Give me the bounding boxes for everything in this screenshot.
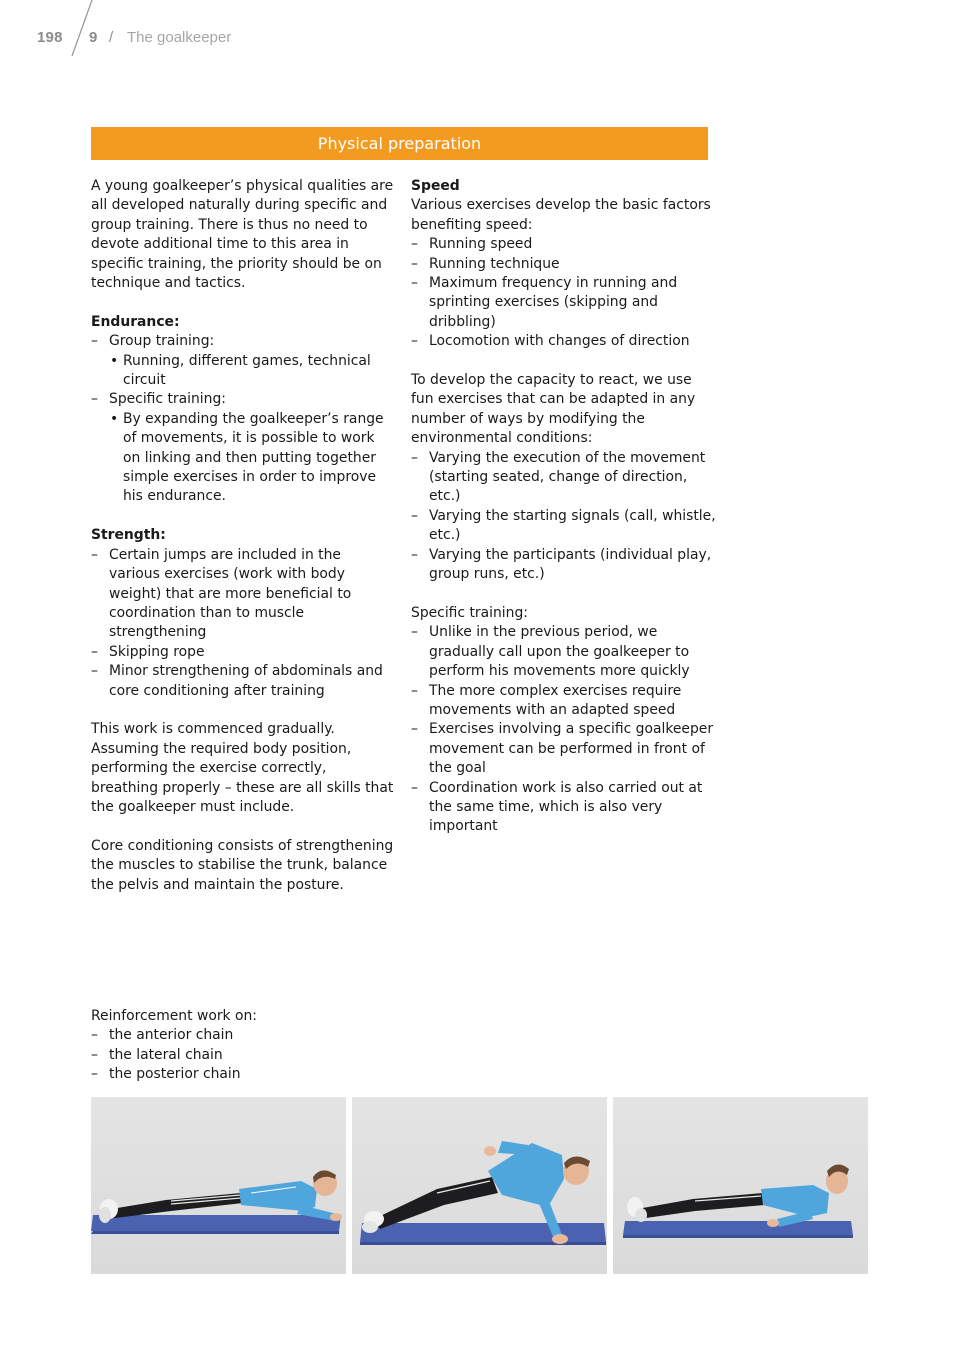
list-item: – Locomotion with changes of direction [411, 332, 716, 351]
header-slash-rule [71, 0, 93, 56]
specific-training-sublist [109, 410, 396, 507]
endurance-list [91, 332, 396, 507]
speed-heading: Speed [411, 178, 460, 194]
reinforcement-list [91, 1026, 491, 1084]
right-column [411, 177, 716, 837]
gradual-paragraph: This work is commenced gradually. Assuming the required body position, performing the exercise correctly, breathing properly – these are all skills that the goalkeeper must include. [91, 721, 394, 815]
list-item: – Varying the participants (individual play, group runs, etc.) [411, 546, 716, 585]
front-plank-photo [91, 1097, 346, 1274]
list-item: – the lateral chain [91, 1046, 491, 1065]
list-item: – Maximum frequency in running and sprinting exercises (skipping and dribbling) [411, 274, 716, 332]
core-paragraph: Core conditioning consists of strengthening the muscles to stabilise the trunk, balance the pelvis and maintain the posture. [91, 837, 394, 893]
chapter-number: 9 [89, 29, 98, 46]
strength-list [91, 546, 396, 701]
list-item: – Unlike in the previous period, we gradually call upon the goalkeeper to perform his movements more quickly [411, 623, 716, 681]
list-item: – the posterior chain [91, 1065, 491, 1084]
list-item: – Coordination work is also carried out at the same time, which is also very important [411, 779, 716, 837]
left-column [91, 177, 396, 895]
group-training-sublist [109, 352, 396, 391]
specific-training-label: Specific training: [109, 391, 226, 408]
list-item: – Certain jumps are included in the various exercises (work with body weight) that are more beneficial to coordination than to muscle strengthening [91, 546, 396, 643]
specific-training-list [411, 623, 716, 836]
section-banner: Physical preparation [91, 127, 708, 160]
speed-intro: Various exercises develop the basic factors benefiting speed: [411, 197, 711, 233]
list-item [91, 390, 396, 506]
speed-list [411, 235, 716, 351]
list-item: – Exercises involving a specific goalkeeper movement can be performed in front of the goal [411, 720, 716, 778]
list-item: – the anterior chain [91, 1026, 491, 1045]
react-intro: To develop the capacity to react, we use fun exercises that can be adapted in any number of ways by modifying the environmental conditions: [411, 372, 696, 447]
reinforcement-block [91, 1007, 491, 1085]
list-item: – Varying the starting signals (call, whistle, etc.) [411, 507, 716, 546]
endurance-heading: Endurance: [91, 313, 180, 330]
reinforcement-intro: Reinforcement work on: [91, 1008, 257, 1024]
strength-heading: Strength: [91, 527, 166, 544]
reverse-plank-photo [613, 1097, 868, 1274]
side-plank-photo [352, 1097, 607, 1274]
list-item: – Varying the execution of the movement (starting seated, change of direction, etc.) [411, 449, 716, 507]
list-item [91, 332, 396, 390]
page-number: 198 [37, 29, 63, 46]
intro-paragraph: A young goalkeeper’s physical qualities are all developed naturally during specific and group training. There is thus no need to devote additional time to this area in specific training, the priority should be on technique and tactics. [91, 178, 394, 292]
react-list [411, 449, 716, 585]
list-item: – Skipping rope [91, 643, 396, 662]
exercise-photo-strip [91, 1097, 868, 1274]
list-item: – The more complex exercises require movements with an adapted speed [411, 682, 716, 721]
group-training-label: Group training: [109, 333, 215, 350]
list-item: – Running technique [411, 255, 716, 274]
list-item: – Minor strengthening of abdominals and core conditioning after training [91, 662, 396, 701]
chapter-title: The goalkeeper [127, 29, 232, 46]
list-item: • Running, different games, technical circuit [109, 352, 396, 391]
list-item: – Running speed [411, 235, 716, 254]
specific-training-heading: Specific training: [411, 604, 528, 621]
list-item: • By expanding the goalkeeper’s range of movements, it is possible to work on linking and then putting together simple exercises in order to improve his endurance. [109, 410, 396, 507]
header-separator: / [109, 29, 114, 46]
